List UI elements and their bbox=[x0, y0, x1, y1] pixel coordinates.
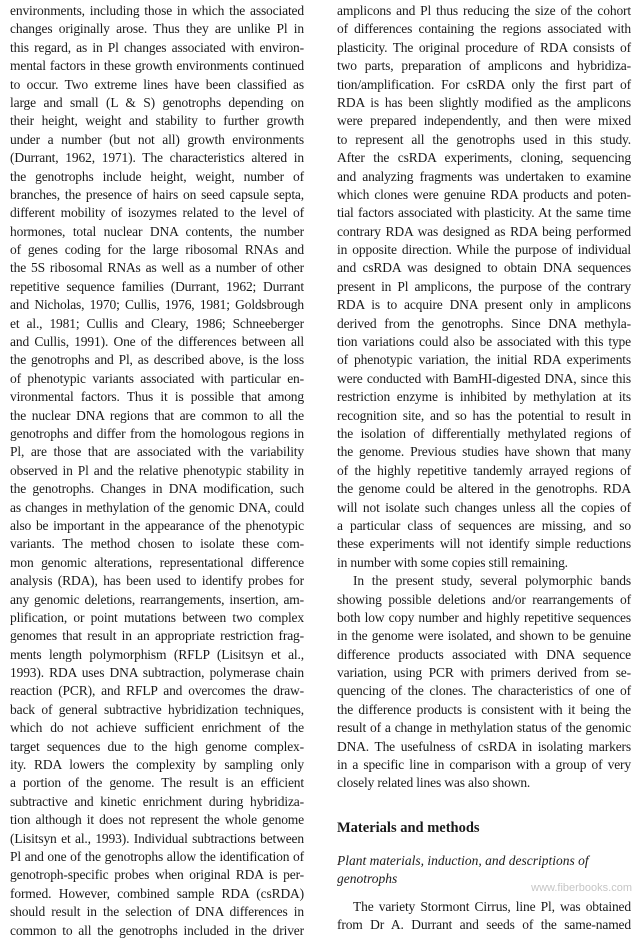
text-line: (Lisitsyn et al., 1993). Individual subtractions between bbox=[10, 830, 304, 846]
text-line: of the highly repetitive tandemly arrayed regions of bbox=[337, 462, 631, 478]
text-line: The variety Stormont Cirrus, line Pl, was obtained bbox=[353, 898, 631, 914]
text-line: DNA. The usefulness of csRDA in isolating markers bbox=[337, 738, 631, 754]
text-line: back of general subtractive hybridization techniques, bbox=[10, 701, 304, 717]
text-line: 1993). RDA uses DNA subtraction, polymerase chain bbox=[10, 665, 304, 681]
right-column bbox=[337, 2, 631, 934]
text-line: After the csRDA experiments, cloning, sequencing bbox=[337, 150, 631, 166]
text-line: tion/amplification. For csRDA only the first part of bbox=[337, 76, 631, 92]
text-line: observed in Pl and the relative phenotypic stability in bbox=[10, 462, 304, 478]
text-line: hormones, total nuclear DNA contents, the number bbox=[10, 223, 304, 239]
text-line: variation, using PCR with primers derived from se- bbox=[337, 665, 631, 681]
text-line: which clones were genuine RDA products and poten- bbox=[337, 186, 631, 202]
text-line: In the present study, several polymorphic bands bbox=[353, 573, 631, 589]
text-line: will not isolate such changes unless all the copies of bbox=[337, 499, 631, 515]
text-line: environments, including those in which the associated bbox=[10, 3, 304, 18]
text-line: present in Pl amplicons, the purpose of the contrary bbox=[337, 278, 631, 294]
text-line: derived from the genotrophs. Since DNA methyla- bbox=[337, 315, 631, 331]
text-line: genotrophs and differ from the homologous regions in bbox=[10, 425, 304, 441]
text-line: ity. RDA lowers the complexity by sampling only bbox=[10, 757, 304, 773]
text-line: branches, the presence of hairs on seed capsule septa, bbox=[10, 186, 304, 202]
text-line: contrary RDA was designed as RDA being performed bbox=[337, 223, 631, 239]
text-line: any genomic deletions, rearrangements, insertion, am- bbox=[10, 591, 304, 607]
text-line: target sequences due to the high genome complex- bbox=[10, 738, 304, 754]
text-line: et al., 1981; Cullis and Cleary, 1986; Schneeberger bbox=[10, 315, 304, 331]
text-line: analysis (RDA), has been used to identify probes for bbox=[10, 573, 304, 589]
section-heading: Materials and methods bbox=[337, 819, 480, 836]
text-line: should result in the selection of DNA differences in bbox=[10, 904, 304, 920]
text-line: and Cullis, 1991). One of the differences between all bbox=[10, 334, 304, 350]
text-line: two parts, preparation of amplicons and hybridiza- bbox=[337, 58, 631, 74]
text-line: RDA is to acquire DNA present only in amplicons bbox=[337, 297, 631, 313]
paragraph-plant-materials bbox=[337, 898, 631, 935]
text-line: were prepared independently, and then were mixed bbox=[337, 113, 631, 129]
text-line: recognition site, and so has the potential to result in bbox=[337, 407, 631, 423]
text-line: Pl, are those that are associated with the variability bbox=[10, 444, 304, 460]
text-line: the nuclear DNA regions that are common to all the bbox=[10, 407, 304, 423]
text-line: in the genome were isolated, and shown to be genuine bbox=[337, 628, 631, 644]
text-line: RDA is has been slightly modified as the amplicons bbox=[337, 94, 631, 110]
text-line: the isolation of differentially methylated regions of bbox=[337, 425, 631, 441]
text-line: formed. However, combined sample RDA (csRDA) bbox=[10, 885, 304, 901]
text-line: in number with some copies still remaining. bbox=[337, 554, 568, 570]
text-line: changes originally arose. Thus they are unlike Pl in bbox=[10, 21, 304, 37]
text-line: under a number (but not all) growth environments bbox=[10, 131, 304, 147]
text-line: these experiments will not identify simple reductions bbox=[337, 536, 631, 552]
text-line: restriction enzyme is inhibited by methylation at its bbox=[337, 389, 631, 405]
text-line: (Durrant, 1962, 1971). The characteristics altered in bbox=[10, 150, 304, 166]
text-line: in opposite direction. While the purpose of individual bbox=[337, 242, 631, 258]
text-line: the 5S ribosomal RNAs as well as a number of other bbox=[10, 260, 304, 276]
text-line: and csRDA was designed to obtain DNA sequences bbox=[337, 260, 631, 276]
text-line: quencing of the clones. The characteristics of one of bbox=[337, 683, 631, 699]
text-line: the difference products is consistent with it being the bbox=[337, 701, 631, 717]
text-line: plification, or point mutations between two complex bbox=[10, 609, 304, 625]
text-line: the genome. Previous studies have shown that many bbox=[337, 444, 631, 460]
text-line: both low copy number and highly repetitive sequences bbox=[337, 609, 631, 625]
text-line: to represent all the genotrophs used in this study. bbox=[337, 131, 631, 147]
text-line: this regard, as in Pl changes associated with environ- bbox=[10, 39, 304, 55]
text-line: result of a change in methylation status of the genomic bbox=[337, 720, 631, 736]
subsection-heading-line: genotrophs bbox=[337, 871, 398, 887]
text-line: of differences containing the regions associated with bbox=[337, 21, 631, 37]
text-line: the genotrophs. Changes in DNA modification, such bbox=[10, 481, 304, 497]
text-line: plasticity. The original procedure of RDA consists of bbox=[337, 39, 631, 55]
text-line: difference products associated with DNA sequence bbox=[337, 646, 631, 662]
text-line: different mobility of isozymes related to the level of bbox=[10, 205, 304, 221]
text-line: amplicons and Pl thus reducing the size of the cohort bbox=[337, 3, 631, 18]
text-line: repetitive sequence families (Durrant, 1962; Durrant bbox=[10, 278, 304, 294]
text-line: of phenotypic variation, the initial RDA experiments bbox=[337, 352, 631, 368]
text-line: which do not achieve sufficient enrichment of the bbox=[10, 720, 304, 736]
subsection-heading-line: Plant materials, induction, and descriptions of bbox=[337, 852, 589, 868]
text-line: their height, weight and stability to further growth bbox=[10, 113, 304, 129]
text-line: from Dr A. Durrant and seeds of the same-named bbox=[337, 916, 631, 932]
text-line: the genome could be altered in the genotrophs. RDA bbox=[337, 481, 631, 497]
text-line: closely related lines was also shown. bbox=[337, 775, 531, 791]
text-line: in a specific line in comparison with a group of very bbox=[337, 757, 631, 773]
text-line: tial factors associated with plasticity. At the same time bbox=[337, 205, 631, 221]
text-line: a particular class of sequences are missing, and so bbox=[337, 517, 631, 533]
text-line: vironmental factors. Thus it is possible that among bbox=[10, 389, 304, 405]
paragraph-rda-procedure bbox=[337, 2, 631, 572]
watermark: www.fiberbooks.com bbox=[531, 882, 632, 894]
text-line: the genotrophs and Pl, as described above, is the loss bbox=[10, 352, 304, 368]
text-line: the genotrophs include height, weight, number of bbox=[10, 168, 304, 184]
paragraph-present-study bbox=[337, 572, 631, 793]
text-line: a portion of the genome. The result is an efficient bbox=[10, 775, 304, 791]
text-line: genomes that result in an appropriate restriction frag- bbox=[10, 628, 304, 644]
text-line: showing possible deletions and/or rearrangements of bbox=[337, 591, 631, 607]
text-line: ments length polymorphism (RFLP (Lisitsyn et al., bbox=[10, 646, 304, 662]
text-line: common to all the genotrophs included in the driver bbox=[10, 922, 304, 938]
text-line: of genes coding for the large ribosomal RNAs and bbox=[10, 242, 304, 258]
text-line: subtractive and kinetic enrichment during hybridiza- bbox=[10, 793, 304, 809]
text-line: were conducted with BamHI-digested DNA, since this bbox=[337, 370, 631, 386]
text-line: of phenotypic variants associated with particular en- bbox=[10, 370, 304, 386]
text-line: as changes in methylation of the genomic DNA, could bbox=[10, 499, 304, 515]
text-line: genotroph-specific probes when original RDA is per- bbox=[10, 867, 304, 883]
text-line: reaction (PCR), and RFLP and overcomes the draw- bbox=[10, 683, 304, 699]
text-line: mon genomic alterations, representational difference bbox=[10, 554, 304, 570]
text-line: variants. The method chosen to isolate these com- bbox=[10, 536, 304, 552]
left-column bbox=[10, 2, 304, 940]
text-line: and Nicholas, 1970; Cullis, 1976, 1981; Goldsbrough bbox=[10, 297, 304, 313]
text-line: tion variations could also be associated with this type bbox=[337, 334, 631, 350]
text-line: and analyzing fragments was undertaken to examine bbox=[337, 168, 631, 184]
text-line: tion although it does not represent the whole genome bbox=[10, 812, 304, 828]
text-line: mental factors in these growth environments continued bbox=[10, 58, 304, 74]
text-line: large and small (L & S) genotrophs depending on bbox=[10, 94, 304, 110]
text-line: to occur. Two extreme lines have been classified as bbox=[10, 76, 304, 92]
text-line: Pl and one of the genotrophs allow the identification of bbox=[10, 848, 304, 864]
text-line: also be important in the appearance of the phenotypic bbox=[10, 517, 304, 533]
